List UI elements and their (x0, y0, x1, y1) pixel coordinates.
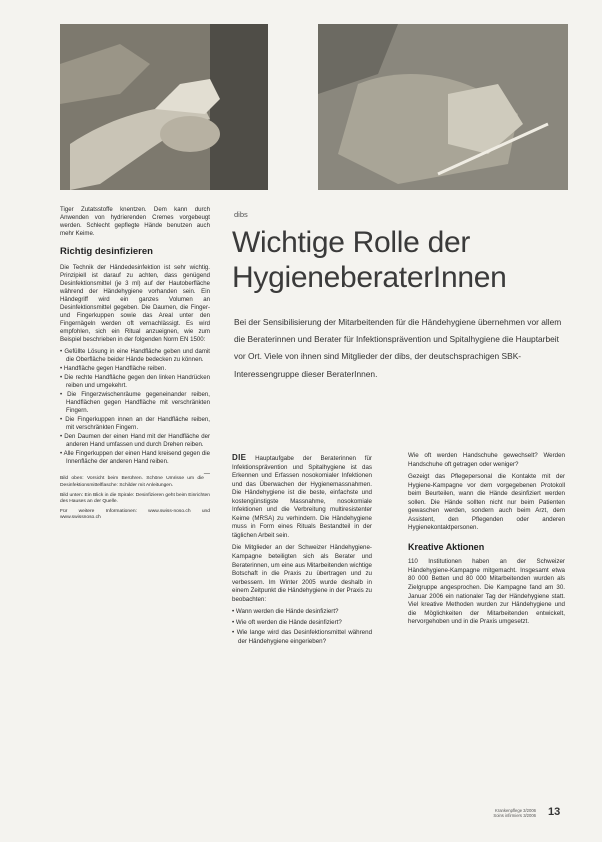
middle-paragraph-2: Die Mitglieder an der Schweizer Händehygiene-Kampagne beteiligten sich als Berater und Beraterinnen, um eine aus Mitarbeitenden wichtige Botschaft in die Praxis zu übertragen und zu verbessern. Im Winter 2005 wurde deshalb in einem Zeitpunkt die Händehygiene in der Praxis zu beobachten: (232, 544, 372, 603)
caption-top: Bild oben: Vorsicht beim Berühren. Schöne Umrisse um die Desinfektionsmittelflasche: Schilder mit Anleitungen. (60, 476, 204, 489)
title-line-1: Wichtige Rolle der (232, 226, 471, 259)
journal-source (456, 808, 536, 819)
right-column (408, 452, 565, 631)
middle-column (232, 452, 372, 648)
list-item: • Die Fingerzwischenräume gegeneinander reiben, Handflächen gegen Handfläche mit verschränkten Fingern. (60, 391, 210, 415)
caption-links: Für weitere Informationen: www.swiss-noso.ch und www.swissnoso.ch (60, 508, 210, 521)
middle-paragraph-1-text: Hauptaufgabe der Beraterinnen für Infektionsprävention und Spitalhygiene ist das Erkennen und Erfassen nosokomialer Infektionen und das Überwachen der Hygienemassnahmen. Die Händehygiene ist die beste, einfachste und kostengünstigste Massnahme, nosokomiale Infektionen und die Verbreitung multiresistenter Keime (MRSA) zu verhindern. Die Händehygiene muss in Form eines Rituals Bestandteil in der täglichen Arbeit sein. (232, 455, 372, 539)
list-item: • Wie oft werden die Hände desinfiziert? (232, 619, 372, 628)
question-list (232, 608, 372, 646)
list-item: • Die Fingerkuppen innen an der Handfläche reiben, mit verschränkten Fingern. (60, 416, 210, 432)
disinfection-steps-list (60, 348, 210, 466)
middle-paragraph-1 (232, 452, 372, 540)
left-body: Die Technik der Händedesinfektion ist sehr wichtig. Prinzipiell ist darauf zu achten, dass genügend Desinfektionsmittel (je 3 ml) auf der Hautoberfläche während der Händehygiene vorhanden sein. Ein Händegriff wird ein ganzes Volumen an Desinfektionsmittel gegeben. Die Daumen, die Finger- und Fingerkuppen sowie das Areal unter den Fingernägeln werden oft vernachlässigt. Es wird empfohlen, sich ein Ritual anzueignen, wie zum Beispiel beschrieben in der folgenden Norm EN 1500: (60, 263, 210, 343)
source-line-1: Krankenpflege 3/2006 (495, 808, 536, 813)
dropcap: DIE (232, 453, 247, 462)
list-item: • Wie lange wird das Desinfektionsmittel während der Händehygiene eingerieben? (232, 629, 372, 646)
title-line-2: HygieneberaterInnen (232, 260, 507, 294)
right-paragraph-2: Gezeigt das Pflegepersonal die Kontakte mit der Hygiene-Kampagne vor dem vorgegebenen Protokoll beim Beurteilen, wann die Hände desinfiziert werden sollen. Die Hände sollten nicht nur beim Patienten gewaschen werden, sondern auch beim Arzt, dem Assistent, den Pflegenden oder anderen Hygienekontaktpersonen. (408, 473, 565, 532)
left-column (60, 206, 210, 525)
list-item: • Alle Fingerkuppen der einen Hand kreisend gegen die Innenfläche der anderen Hand reiben. (60, 450, 210, 466)
list-item: • Wann werden die Hände desinfiziert? (232, 608, 372, 617)
list-item: • Die rechte Handfläche gegen den linken Handrücken reiben und umgekehrt. (60, 374, 210, 390)
page-number: 13 (548, 806, 561, 818)
section-heading-creative: Kreative Aktionen (408, 541, 485, 552)
section-heading-disinfection: Richtig desinfizieren (60, 246, 153, 258)
article-kicker: dibs (234, 210, 248, 219)
caption-bottom: Bild unten: Ein Blick in die Spirale: Desinfizieren geht beim Einrichten des Hauses an der Quelle. (60, 492, 210, 505)
photo-hand-disinfection-right (318, 24, 568, 190)
list-item: • Den Daumen der einen Hand mit der Handfläche der anderen Hand umfassen und durch Drehen reiben. (60, 433, 210, 449)
photo-hand-disinfection-left (60, 24, 268, 190)
list-item: • Gefüllte Lösung in eine Handfläche geben und damit die Oberfläche beider Hände bedecken zu können. (60, 348, 210, 364)
source-line-2: Soins infirmiers 3/2006 (493, 813, 536, 819)
article-lead: Bei der Sensibilisierung der Mitarbeitenden für die Händehygiene übernehmen vor allem die Beraterinnen und Berater für Infektionsprävention und Spitalhygiene die Hauptarbeit vor Ort. Viele von ihnen sind Mitglieder der dibs, der deutschsprachigen SBK-Interessengruppe dieser BeraterInnen. (234, 317, 562, 379)
article-title (232, 226, 572, 295)
photo-captions (60, 476, 210, 522)
list-item: • Handfläche gegen Handfläche reiben. (60, 365, 210, 373)
right-paragraph-3: 110 Institutionen haben an der Schweizer Händehygiene-Kampagne mitgemacht. Insgesamt etwa 80 000 Betten und 80 000 Mitarbeitenden wurden als Zielgruppe angesprochen. Die Kampagne fand am 30. Januar 2006 ein nationaler Tag der Händehygiene statt. Viel kreative Methoden wurden zur Händehygiene und die Möglichkeiten der Mitarbeitenden entwickelt, hervorgehoben und in die Praxis umgesetzt. (408, 558, 565, 626)
right-paragraph-1: Wie oft werden Handschuhe gewechselt? Werden Handschuhe oft getragen oder weniger? (408, 452, 565, 468)
left-intro: Tiger Zutatsstoffe knentzen. Dem kann durch Anwenden von hydrierenden Cremes vorgebeugt werden. Schlecht gepflegte Hände benutzen auch mehr Keime. (60, 206, 210, 238)
end-mark: — (203, 470, 210, 478)
